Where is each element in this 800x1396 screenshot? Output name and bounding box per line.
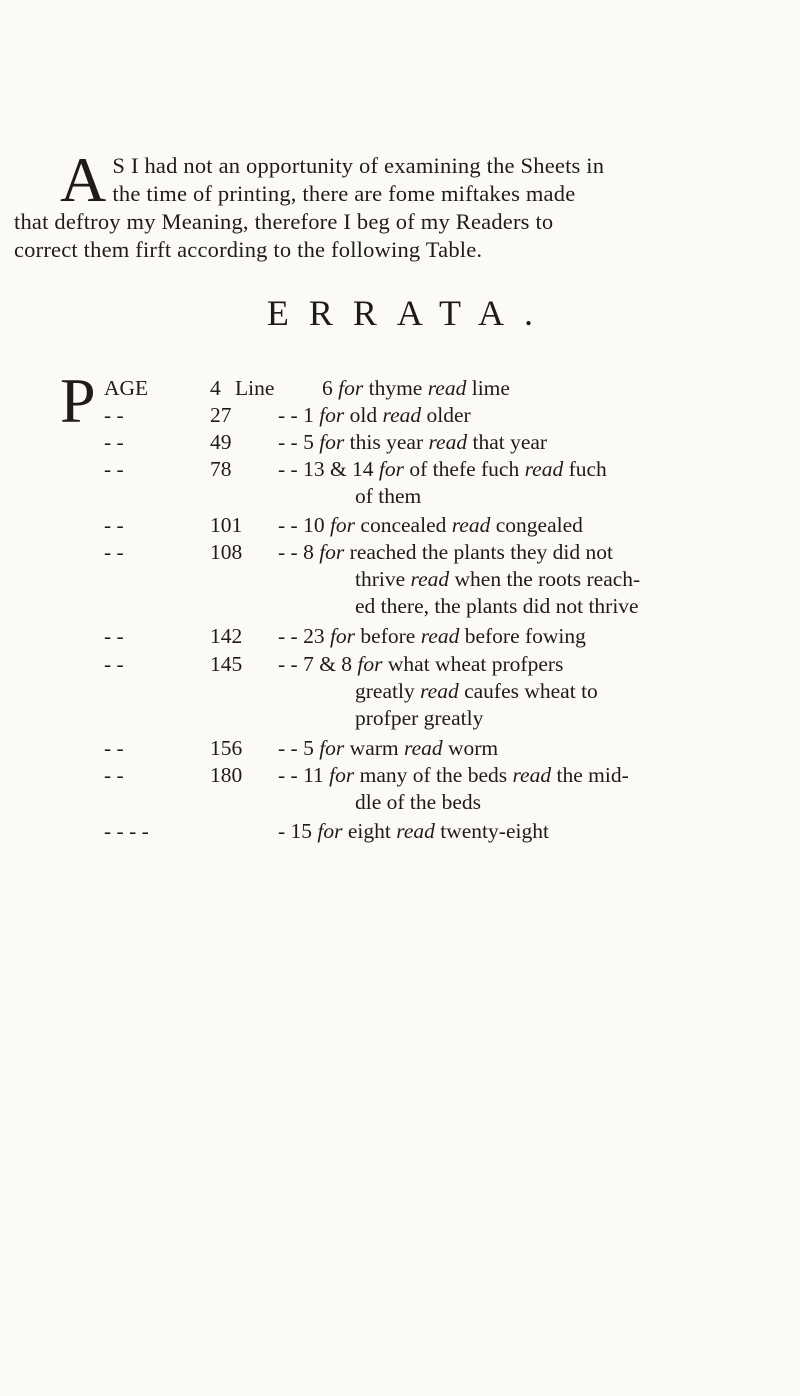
errata-row (60, 402, 760, 429)
line-number: - - 5 (278, 736, 314, 760)
right-text: older (426, 403, 471, 427)
line-number: - - 8 (278, 540, 314, 564)
wrong-text: what wheat profpers (387, 652, 564, 676)
line-number: - - 7 & 8 (278, 652, 353, 676)
errata-row-continuation (60, 566, 760, 593)
right-text: fuch (568, 457, 607, 481)
for-word: for (317, 819, 343, 843)
errata-row (60, 735, 760, 762)
right-text: lime (471, 376, 510, 400)
page-number: 156 (210, 736, 243, 760)
errata-row-continuation (60, 593, 760, 620)
wrong-text: eight (347, 819, 391, 843)
errata-row (60, 762, 760, 789)
page-cap: P (60, 365, 96, 436)
wrong-text: many of the beds (359, 763, 508, 787)
read-word: read (427, 376, 467, 400)
row-prefix: - - (104, 652, 124, 676)
errata-row (60, 623, 760, 650)
for-word: for (319, 430, 345, 454)
row-prefix: - - (104, 430, 124, 454)
right-text: twenty-eight (440, 819, 549, 843)
errata-row-continuation (60, 483, 760, 510)
right-text: the mid- (556, 763, 629, 787)
read-word: read (382, 403, 422, 427)
continuation-text: ed there, the plants did not thrive (355, 594, 639, 618)
right-text: that year (472, 430, 548, 454)
page-label: AGE (104, 376, 149, 400)
errata-row-continuation (60, 705, 760, 732)
line-number: - 15 (278, 819, 313, 843)
errata-row (60, 429, 760, 456)
page-number: 180 (210, 763, 243, 787)
correction (278, 456, 718, 483)
correction (278, 402, 718, 429)
correction (278, 539, 718, 566)
for-word: for (378, 457, 405, 481)
page-number: 142 (210, 624, 243, 648)
page-number: 101 (210, 513, 243, 537)
wrong-text: thyme (368, 376, 423, 400)
errata-row (60, 651, 760, 678)
wrong-text: of thefe fuch (409, 457, 520, 481)
wrong-text: warm (349, 736, 399, 760)
page-number: 78 (210, 457, 232, 481)
page-number: 4 (210, 376, 221, 400)
read-word: read (428, 430, 468, 454)
read-word: read (396, 819, 435, 843)
right-text: congealed (495, 513, 583, 537)
page-number: 145 (210, 652, 243, 676)
for-word: for (319, 540, 345, 564)
errata-row (60, 456, 760, 483)
right-text: worm (448, 736, 499, 760)
correction (278, 623, 718, 650)
page-number: 27 (210, 403, 232, 427)
continuation-right: caufes wheat to (464, 679, 598, 703)
correction (278, 818, 718, 845)
row-prefix: - - (104, 540, 124, 564)
correction (278, 651, 718, 678)
intro-paragraph (14, 144, 750, 264)
intro-line: correct them firft according to the following Table. (14, 237, 483, 262)
continuation-right: when the roots reach- (454, 567, 641, 591)
line-label: Line (235, 376, 275, 400)
for-word: for (319, 736, 345, 760)
line-number: - - 10 (278, 513, 325, 537)
read-word: read (512, 763, 552, 787)
continuation-wrong: greatly (355, 679, 415, 703)
for-word: for (357, 652, 383, 676)
line-number: - - 13 & 14 (278, 457, 374, 481)
row-prefix: - - (104, 624, 124, 648)
errata-row (60, 818, 760, 845)
continuation-text: dle of the beds (355, 790, 481, 814)
line-number: - - 5 (278, 430, 314, 454)
row-prefix: - - (104, 457, 124, 481)
page-number: 108 (210, 540, 243, 564)
read-word: read (404, 736, 443, 760)
continuation-text: of them (355, 484, 422, 508)
wrong-text: reached the plants they did not (349, 540, 613, 564)
for-word: for (329, 513, 356, 537)
wrong-text: this year (349, 430, 424, 454)
page-number: 49 (210, 430, 232, 454)
for-word: for (329, 624, 356, 648)
wrong-text: concealed (360, 513, 447, 537)
row-prefix: - - (104, 763, 124, 787)
continuation-text (355, 566, 640, 593)
row-prefix: - - (104, 403, 124, 427)
errata-row (60, 539, 760, 566)
read-word: read (451, 513, 491, 537)
errata-row-continuation (60, 678, 760, 705)
read-word: read (420, 624, 460, 648)
continuation-text (355, 678, 598, 705)
read-word: read (410, 567, 450, 591)
line-number: 6 (322, 376, 333, 400)
read-word: read (420, 679, 459, 703)
line-number: - - 23 (278, 624, 325, 648)
wrong-text: old (349, 403, 378, 427)
continuation-text: profper greatly (355, 706, 484, 730)
for-word: for (319, 403, 345, 427)
right-text: before fowing (464, 624, 586, 648)
intro-line: the time of printing, there are fome miftakes made (112, 181, 576, 206)
correction (278, 762, 718, 789)
row-prefix: - - (104, 513, 124, 537)
line-number: - - 11 (278, 763, 324, 787)
row-prefix: - - - - (104, 819, 149, 843)
read-word: read (524, 457, 564, 481)
for-word: for (338, 376, 364, 400)
correction (278, 735, 718, 762)
intro-line: S I had not an opportunity of examining the Sheets in (112, 153, 605, 178)
continuation-wrong: thrive (355, 567, 406, 591)
errata-heading: ERRATA. (266, 293, 554, 333)
for-word: for (329, 763, 355, 787)
correction (322, 375, 762, 402)
correction (278, 429, 718, 456)
wrong-text: before (360, 624, 416, 648)
correction (278, 512, 718, 539)
line-number: - - 1 (278, 403, 314, 427)
intro-line: that deftroy my Meaning, therefore I beg of my Readers to (14, 209, 554, 234)
row-prefix: - - (104, 736, 124, 760)
errata-row (60, 512, 760, 539)
drop-cap: A (60, 144, 107, 215)
errata-row-continuation (60, 789, 760, 816)
